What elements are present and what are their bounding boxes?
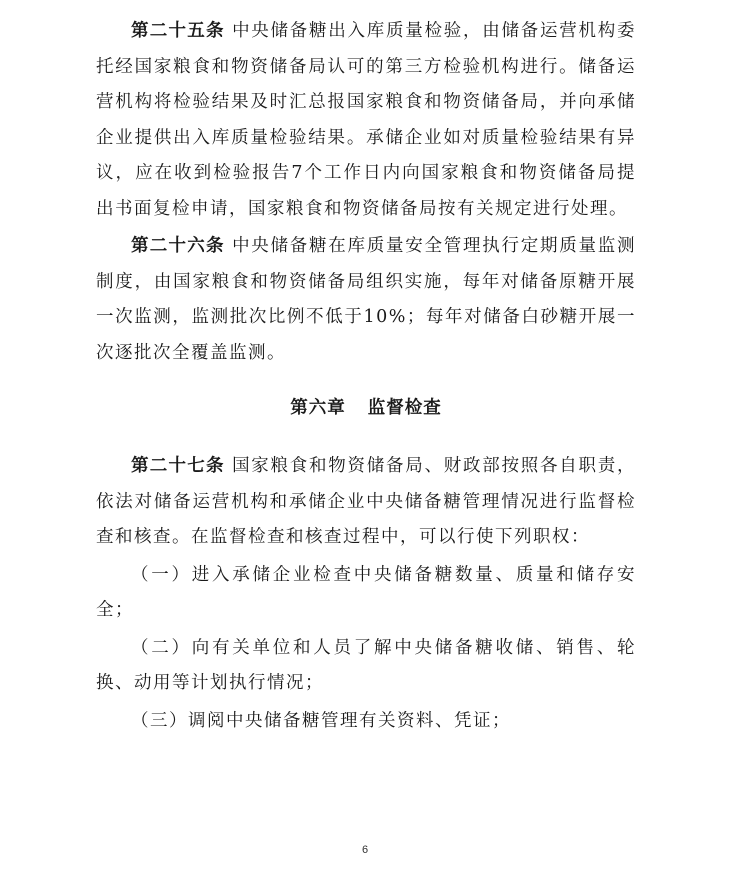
list-item-3: （三）调阅中央储备糖管理有关资料、凭证； (131, 710, 511, 731)
chapter-number: 第六章 (290, 398, 346, 418)
article-26-title: 第二十六条 (131, 236, 225, 256)
article-25-title: 第二十五条 (131, 21, 225, 41)
document-page (96, 14, 636, 739)
chapter-heading (96, 393, 636, 423)
article-26-body: 中央储备糖在库质量安全管理执行定期质量监测制度，由国家粮食和物资储备局组织实施，每年对储备原糖开展一次监测，监测批次比例不低于10%；每年对储备白砂糖开展一次逐批次全覆盖监测。 (96, 236, 637, 363)
article-26 (96, 229, 636, 371)
list-item-2: （二）向有关单位和人员了解中央储备糖收储、销售、轮换、动用等计划执行情况； (96, 637, 636, 693)
article-27-body: 国家粮食和物资储备局、财政部按照各自职责，依法对储备运营机构和承储企业中央储备糖管理情况进行监督检查和核查。在监督检查和核查过程中，可以行使下列职权： (96, 456, 637, 547)
article-25-body: 中央储备糖出入库质量检验，由储备运营机构委托经国家粮食和物资储备局认可的第三方检验机构进行。储备运营机构将检验结果及时汇总报国家粮食和物资储备局，并向承储企业提供出入库质量检验结果。承储企业如对质量检验结果有异议，应在收到检验报告7个工作日内向国家粮食和物资储备局提出书面复检申请，国家粮食和物资储备局按有关规定进行处理。 (96, 21, 637, 219)
page-number: 6 (361, 844, 369, 856)
article-27-title: 第二十七条 (131, 456, 225, 476)
article-25 (96, 14, 636, 227)
article-27 (96, 449, 636, 556)
chapter-title: 监督检查 (367, 398, 442, 418)
list-item-1: （一）进入承储企业检查中央储备糖数量、质量和储存安全； (96, 564, 636, 620)
